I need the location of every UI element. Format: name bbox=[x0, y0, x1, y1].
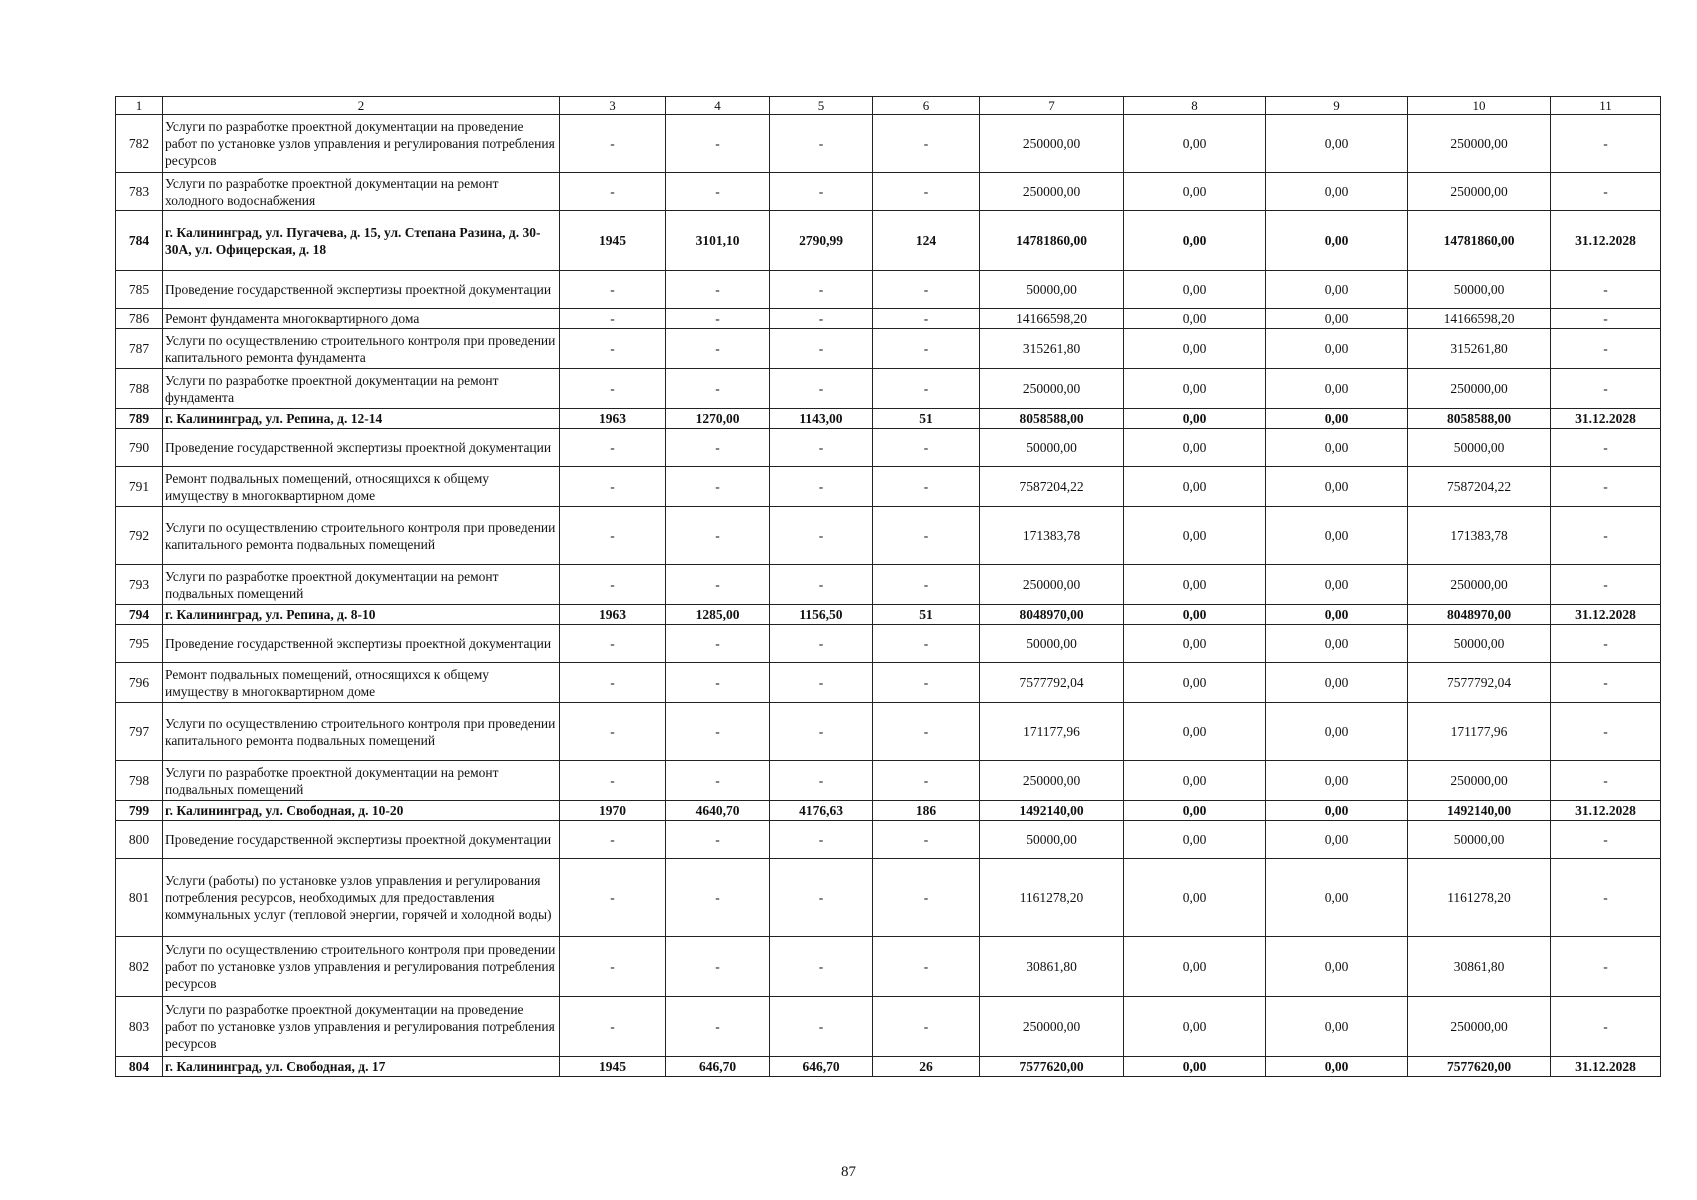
cell-col10: 250000,00 bbox=[1408, 761, 1551, 801]
cell-col8: 0,00 bbox=[1124, 997, 1266, 1057]
row-number: 791 bbox=[116, 467, 163, 507]
col-header: 10 bbox=[1408, 97, 1551, 115]
cell-col5: - bbox=[770, 663, 873, 703]
cell-col6: - bbox=[873, 663, 980, 703]
cell-col6: - bbox=[873, 271, 980, 309]
cell-col9: 0,00 bbox=[1266, 997, 1408, 1057]
table-row bbox=[116, 625, 1661, 663]
table-row bbox=[116, 507, 1661, 565]
cell-col5: - bbox=[770, 761, 873, 801]
cell-col3: - bbox=[560, 859, 666, 937]
cell-col10: 50000,00 bbox=[1408, 625, 1551, 663]
cell-col5: - bbox=[770, 703, 873, 761]
cell-col5: 1156,50 bbox=[770, 605, 873, 625]
work-description: г. Калининград, ул. Свободная, д. 10-20 bbox=[163, 801, 560, 821]
cell-col8: 0,00 bbox=[1124, 565, 1266, 605]
cell-col10: 1492140,00 bbox=[1408, 801, 1551, 821]
cell-col3: - bbox=[560, 625, 666, 663]
cell-col7: 171177,96 bbox=[980, 703, 1124, 761]
row-number: 801 bbox=[116, 859, 163, 937]
row-number: 787 bbox=[116, 329, 163, 369]
cell-col4: - bbox=[666, 663, 770, 703]
cell-col7: 250000,00 bbox=[980, 997, 1124, 1057]
work-description: Услуги по осуществлению строительного контроля при проведении капитального ремонта подвальных помещений bbox=[163, 507, 560, 565]
cell-col6: - bbox=[873, 507, 980, 565]
works-table bbox=[115, 96, 1661, 1077]
work-description: Проведение государственной экспертизы проектной документации bbox=[163, 429, 560, 467]
table-row bbox=[116, 703, 1661, 761]
cell-col8: 0,00 bbox=[1124, 1057, 1266, 1077]
cell-col3: - bbox=[560, 369, 666, 409]
work-description: Проведение государственной экспертизы проектной документации bbox=[163, 821, 560, 859]
table-row bbox=[116, 859, 1661, 937]
cell-col4: 3101,10 bbox=[666, 211, 770, 271]
cell-col9: 0,00 bbox=[1266, 565, 1408, 605]
cell-col3: - bbox=[560, 115, 666, 173]
cell-col7: 30861,80 bbox=[980, 937, 1124, 997]
col-header: 4 bbox=[666, 97, 770, 115]
cell-col4: - bbox=[666, 821, 770, 859]
table-row bbox=[116, 329, 1661, 369]
cell-col7: 250000,00 bbox=[980, 173, 1124, 211]
cell-col6: - bbox=[873, 997, 980, 1057]
cell-col3: - bbox=[560, 173, 666, 211]
cell-col5: 2790,99 bbox=[770, 211, 873, 271]
cell-col11: - bbox=[1551, 507, 1661, 565]
row-number: 799 bbox=[116, 801, 163, 821]
cell-col3: - bbox=[560, 821, 666, 859]
cell-col7: 7577792,04 bbox=[980, 663, 1124, 703]
cell-col7: 250000,00 bbox=[980, 761, 1124, 801]
cell-col10: 7577620,00 bbox=[1408, 1057, 1551, 1077]
table-row bbox=[116, 369, 1661, 409]
cell-col9: 0,00 bbox=[1266, 409, 1408, 429]
work-description: Услуги по разработке проектной документации на ремонт холодного водоснабжения bbox=[163, 173, 560, 211]
cell-col5: 646,70 bbox=[770, 1057, 873, 1077]
cell-col10: 50000,00 bbox=[1408, 429, 1551, 467]
cell-col4: - bbox=[666, 507, 770, 565]
cell-col11: - bbox=[1551, 625, 1661, 663]
cell-col8: 0,00 bbox=[1124, 211, 1266, 271]
cell-col8: 0,00 bbox=[1124, 115, 1266, 173]
row-number: 783 bbox=[116, 173, 163, 211]
cell-col6: - bbox=[873, 703, 980, 761]
table-row bbox=[116, 173, 1661, 211]
col-header: 7 bbox=[980, 97, 1124, 115]
cell-col3: - bbox=[560, 329, 666, 369]
col-header: 3 bbox=[560, 97, 666, 115]
cell-col9: 0,00 bbox=[1266, 271, 1408, 309]
cell-col5: - bbox=[770, 271, 873, 309]
cell-col6: 124 bbox=[873, 211, 980, 271]
cell-col4: - bbox=[666, 937, 770, 997]
table-row bbox=[116, 761, 1661, 801]
cell-col3: 1963 bbox=[560, 409, 666, 429]
cell-col5: - bbox=[770, 173, 873, 211]
cell-col7: 1492140,00 bbox=[980, 801, 1124, 821]
row-number: 793 bbox=[116, 565, 163, 605]
cell-col11: - bbox=[1551, 271, 1661, 309]
cell-col8: 0,00 bbox=[1124, 369, 1266, 409]
cell-col3: 1945 bbox=[560, 211, 666, 271]
cell-col8: 0,00 bbox=[1124, 801, 1266, 821]
cell-col11: - bbox=[1551, 997, 1661, 1057]
table-row bbox=[116, 409, 1661, 429]
cell-col4: - bbox=[666, 703, 770, 761]
cell-col11: - bbox=[1551, 663, 1661, 703]
cell-col9: 0,00 bbox=[1266, 703, 1408, 761]
cell-col11: - bbox=[1551, 115, 1661, 173]
cell-col5: 1143,00 bbox=[770, 409, 873, 429]
cell-col10: 250000,00 bbox=[1408, 115, 1551, 173]
page-number: 87 bbox=[841, 1164, 856, 1180]
row-number: 800 bbox=[116, 821, 163, 859]
cell-col10: 50000,00 bbox=[1408, 821, 1551, 859]
cell-col9: 0,00 bbox=[1266, 605, 1408, 625]
cell-col7: 50000,00 bbox=[980, 271, 1124, 309]
cell-col6: - bbox=[873, 625, 980, 663]
cell-col4: - bbox=[666, 309, 770, 329]
cell-col7: 1161278,20 bbox=[980, 859, 1124, 937]
cell-col4: - bbox=[666, 369, 770, 409]
table-row bbox=[116, 309, 1661, 329]
cell-col4: - bbox=[666, 115, 770, 173]
cell-col6: - bbox=[873, 761, 980, 801]
row-number: 794 bbox=[116, 605, 163, 625]
cell-col5: - bbox=[770, 369, 873, 409]
cell-col5: - bbox=[770, 997, 873, 1057]
cell-col7: 14166598,20 bbox=[980, 309, 1124, 329]
cell-col7: 315261,80 bbox=[980, 329, 1124, 369]
cell-col7: 250000,00 bbox=[980, 115, 1124, 173]
cell-col10: 1161278,20 bbox=[1408, 859, 1551, 937]
work-description: Услуги по разработке проектной документации на ремонт подвальных помещений bbox=[163, 761, 560, 801]
cell-col5: - bbox=[770, 115, 873, 173]
cell-col9: 0,00 bbox=[1266, 821, 1408, 859]
cell-col4: - bbox=[666, 625, 770, 663]
table-row bbox=[116, 429, 1661, 467]
cell-col10: 30861,80 bbox=[1408, 937, 1551, 997]
cell-col8: 0,00 bbox=[1124, 625, 1266, 663]
cell-col10: 7577792,04 bbox=[1408, 663, 1551, 703]
col-header: 2 bbox=[163, 97, 560, 115]
cell-col7: 8048970,00 bbox=[980, 605, 1124, 625]
cell-col9: 0,00 bbox=[1266, 1057, 1408, 1077]
row-number: 795 bbox=[116, 625, 163, 663]
cell-col9: 0,00 bbox=[1266, 761, 1408, 801]
table-row bbox=[116, 271, 1661, 309]
cell-col5: - bbox=[770, 429, 873, 467]
cell-col4: - bbox=[666, 271, 770, 309]
cell-col4: 1285,00 bbox=[666, 605, 770, 625]
cell-col8: 0,00 bbox=[1124, 173, 1266, 211]
cell-col3: - bbox=[560, 429, 666, 467]
cell-col6: - bbox=[873, 173, 980, 211]
row-number: 804 bbox=[116, 1057, 163, 1077]
cell-col6: - bbox=[873, 937, 980, 997]
cell-col5: 4176,63 bbox=[770, 801, 873, 821]
cell-col11: - bbox=[1551, 859, 1661, 937]
cell-col3: - bbox=[560, 663, 666, 703]
cell-col10: 8058588,00 bbox=[1408, 409, 1551, 429]
cell-col9: 0,00 bbox=[1266, 309, 1408, 329]
cell-col8: 0,00 bbox=[1124, 761, 1266, 801]
work-description: Услуги по разработке проектной документации на проведение работ по установке узлов управления и регулирования потребления ресурсов bbox=[163, 997, 560, 1057]
col-header: 9 bbox=[1266, 97, 1408, 115]
cell-col3: - bbox=[560, 997, 666, 1057]
row-number: 802 bbox=[116, 937, 163, 997]
cell-col11: - bbox=[1551, 821, 1661, 859]
cell-col4: - bbox=[666, 761, 770, 801]
row-number: 797 bbox=[116, 703, 163, 761]
table-row bbox=[116, 937, 1661, 997]
cell-col5: - bbox=[770, 625, 873, 663]
table-row bbox=[116, 821, 1661, 859]
row-number: 792 bbox=[116, 507, 163, 565]
row-number: 788 bbox=[116, 369, 163, 409]
cell-col4: 4640,70 bbox=[666, 801, 770, 821]
cell-col8: 0,00 bbox=[1124, 937, 1266, 997]
row-number: 785 bbox=[116, 271, 163, 309]
work-description: г. Калининград, ул. Свободная, д. 17 bbox=[163, 1057, 560, 1077]
cell-col5: - bbox=[770, 821, 873, 859]
cell-col9: 0,00 bbox=[1266, 663, 1408, 703]
cell-col8: 0,00 bbox=[1124, 703, 1266, 761]
row-number: 796 bbox=[116, 663, 163, 703]
work-description: Услуги по осуществлению строительного контроля при проведении капитального ремонта подвальных помещений bbox=[163, 703, 560, 761]
cell-col7: 250000,00 bbox=[980, 369, 1124, 409]
cell-col9: 0,00 bbox=[1266, 467, 1408, 507]
work-description: Проведение государственной экспертизы проектной документации bbox=[163, 271, 560, 309]
cell-col3: 1970 bbox=[560, 801, 666, 821]
work-description: Услуги по осуществлению строительного контроля при проведении капитального ремонта фундамента bbox=[163, 329, 560, 369]
table-row bbox=[116, 801, 1661, 821]
cell-col5: - bbox=[770, 565, 873, 605]
cell-col3: - bbox=[560, 309, 666, 329]
cell-col8: 0,00 bbox=[1124, 663, 1266, 703]
cell-col3: 1945 bbox=[560, 1057, 666, 1077]
cell-col8: 0,00 bbox=[1124, 605, 1266, 625]
cell-col11: 31.12.2028 bbox=[1551, 801, 1661, 821]
cell-col3: - bbox=[560, 565, 666, 605]
cell-col3: - bbox=[560, 467, 666, 507]
cell-col7: 50000,00 bbox=[980, 821, 1124, 859]
work-description: Ремонт фундамента многоквартирного дома bbox=[163, 309, 560, 329]
row-number: 784 bbox=[116, 211, 163, 271]
col-header: 6 bbox=[873, 97, 980, 115]
cell-col5: - bbox=[770, 467, 873, 507]
cell-col3: - bbox=[560, 271, 666, 309]
cell-col11: - bbox=[1551, 565, 1661, 605]
cell-col9: 0,00 bbox=[1266, 801, 1408, 821]
cell-col5: - bbox=[770, 309, 873, 329]
cell-col11: - bbox=[1551, 703, 1661, 761]
cell-col6: - bbox=[873, 467, 980, 507]
cell-col8: 0,00 bbox=[1124, 467, 1266, 507]
cell-col6: - bbox=[873, 329, 980, 369]
cell-col7: 50000,00 bbox=[980, 625, 1124, 663]
cell-col6: - bbox=[873, 429, 980, 467]
header-row bbox=[116, 97, 1661, 115]
cell-col6: 51 bbox=[873, 409, 980, 429]
cell-col3: - bbox=[560, 507, 666, 565]
cell-col10: 7587204,22 bbox=[1408, 467, 1551, 507]
cell-col11: 31.12.2028 bbox=[1551, 605, 1661, 625]
table-row bbox=[116, 997, 1661, 1057]
cell-col9: 0,00 bbox=[1266, 115, 1408, 173]
table-row bbox=[116, 605, 1661, 625]
cell-col9: 0,00 bbox=[1266, 937, 1408, 997]
work-description: Проведение государственной экспертизы проектной документации bbox=[163, 625, 560, 663]
cell-col4: - bbox=[666, 859, 770, 937]
cell-col6: - bbox=[873, 859, 980, 937]
cell-col9: 0,00 bbox=[1266, 625, 1408, 663]
cell-col11: 31.12.2028 bbox=[1551, 1057, 1661, 1077]
cell-col6: 26 bbox=[873, 1057, 980, 1077]
cell-col4: - bbox=[666, 565, 770, 605]
cell-col6: - bbox=[873, 821, 980, 859]
cell-col9: 0,00 bbox=[1266, 429, 1408, 467]
col-header: 11 bbox=[1551, 97, 1661, 115]
cell-col7: 7577620,00 bbox=[980, 1057, 1124, 1077]
cell-col3: - bbox=[560, 937, 666, 997]
cell-col4: - bbox=[666, 429, 770, 467]
cell-col9: 0,00 bbox=[1266, 329, 1408, 369]
cell-col4: - bbox=[666, 329, 770, 369]
cell-col11: - bbox=[1551, 429, 1661, 467]
cell-col10: 250000,00 bbox=[1408, 369, 1551, 409]
work-description: г. Калининград, ул. Репина, д. 12-14 bbox=[163, 409, 560, 429]
table-row bbox=[116, 115, 1661, 173]
cell-col7: 171383,78 bbox=[980, 507, 1124, 565]
row-number: 789 bbox=[116, 409, 163, 429]
cell-col10: 250000,00 bbox=[1408, 997, 1551, 1057]
work-description: Услуги по осуществлению строительного контроля при проведении работ по установке узлов управления и регулирования потребления ресурсов bbox=[163, 937, 560, 997]
work-description: Ремонт подвальных помещений, относящихся к общему имуществу в многоквартирном доме bbox=[163, 663, 560, 703]
cell-col5: - bbox=[770, 507, 873, 565]
cell-col9: 0,00 bbox=[1266, 369, 1408, 409]
cell-col9: 0,00 bbox=[1266, 507, 1408, 565]
cell-col7: 8058588,00 bbox=[980, 409, 1124, 429]
cell-col6: 51 bbox=[873, 605, 980, 625]
cell-col4: 1270,00 bbox=[666, 409, 770, 429]
work-description: Услуги по разработке проектной документации на ремонт подвальных помещений bbox=[163, 565, 560, 605]
cell-col8: 0,00 bbox=[1124, 507, 1266, 565]
cell-col11: 31.12.2028 bbox=[1551, 211, 1661, 271]
cell-col4: - bbox=[666, 467, 770, 507]
table-body bbox=[116, 115, 1661, 1077]
cell-col8: 0,00 bbox=[1124, 429, 1266, 467]
cell-col10: 50000,00 bbox=[1408, 271, 1551, 309]
cell-col10: 315261,80 bbox=[1408, 329, 1551, 369]
cell-col8: 0,00 bbox=[1124, 859, 1266, 937]
cell-col6: - bbox=[873, 369, 980, 409]
work-description: Услуги (работы) по установке узлов управления и регулирования потребления ресурсов, необходимых для предоставления коммунальных услуг (тепловой энергии, горячей и холодной воды) bbox=[163, 859, 560, 937]
cell-col11: - bbox=[1551, 937, 1661, 997]
cell-col6: - bbox=[873, 115, 980, 173]
cell-col4: - bbox=[666, 173, 770, 211]
cell-col7: 14781860,00 bbox=[980, 211, 1124, 271]
table-row bbox=[116, 1057, 1661, 1077]
table-row bbox=[116, 565, 1661, 605]
cell-col10: 171383,78 bbox=[1408, 507, 1551, 565]
cell-col8: 0,00 bbox=[1124, 821, 1266, 859]
row-number: 786 bbox=[116, 309, 163, 329]
cell-col3: - bbox=[560, 761, 666, 801]
col-header: 5 bbox=[770, 97, 873, 115]
cell-col3: - bbox=[560, 703, 666, 761]
table-row bbox=[116, 467, 1661, 507]
cell-col11: - bbox=[1551, 369, 1661, 409]
row-number: 782 bbox=[116, 115, 163, 173]
cell-col8: 0,00 bbox=[1124, 309, 1266, 329]
cell-col6: 186 bbox=[873, 801, 980, 821]
row-number: 798 bbox=[116, 761, 163, 801]
cell-col5: - bbox=[770, 937, 873, 997]
cell-col9: 0,00 bbox=[1266, 211, 1408, 271]
cell-col7: 250000,00 bbox=[980, 565, 1124, 605]
cell-col10: 14166598,20 bbox=[1408, 309, 1551, 329]
cell-col5: - bbox=[770, 859, 873, 937]
col-header: 1 bbox=[116, 97, 163, 115]
cell-col11: - bbox=[1551, 173, 1661, 211]
cell-col10: 8048970,00 bbox=[1408, 605, 1551, 625]
cell-col4: 646,70 bbox=[666, 1057, 770, 1077]
table-row bbox=[116, 663, 1661, 703]
cell-col11: - bbox=[1551, 467, 1661, 507]
cell-col9: 0,00 bbox=[1266, 173, 1408, 211]
row-number: 790 bbox=[116, 429, 163, 467]
work-description: г. Калининград, ул. Пугачева, д. 15, ул. Степана Разина, д. 30-30А, ул. Офицерская, д. 18 bbox=[163, 211, 560, 271]
cell-col9: 0,00 bbox=[1266, 859, 1408, 937]
cell-col10: 14781860,00 bbox=[1408, 211, 1551, 271]
cell-col5: - bbox=[770, 329, 873, 369]
table-row bbox=[116, 211, 1661, 271]
cell-col10: 250000,00 bbox=[1408, 173, 1551, 211]
cell-col4: - bbox=[666, 997, 770, 1057]
work-description: Услуги по разработке проектной документации на ремонт фундамента bbox=[163, 369, 560, 409]
cell-col8: 0,00 bbox=[1124, 409, 1266, 429]
cell-col11: 31.12.2028 bbox=[1551, 409, 1661, 429]
cell-col6: - bbox=[873, 309, 980, 329]
cell-col11: - bbox=[1551, 761, 1661, 801]
work-description: г. Калининград, ул. Репина, д. 8-10 bbox=[163, 605, 560, 625]
cell-col6: - bbox=[873, 565, 980, 605]
work-description: Услуги по разработке проектной документации на проведение работ по установке узлов управления и регулирования потребления ресурсов bbox=[163, 115, 560, 173]
cell-col11: - bbox=[1551, 329, 1661, 369]
cell-col8: 0,00 bbox=[1124, 329, 1266, 369]
row-number: 803 bbox=[116, 997, 163, 1057]
cell-col7: 50000,00 bbox=[980, 429, 1124, 467]
cell-col11: - bbox=[1551, 309, 1661, 329]
cell-col10: 250000,00 bbox=[1408, 565, 1551, 605]
work-description: Ремонт подвальных помещений, относящихся к общему имуществу в многоквартирном доме bbox=[163, 467, 560, 507]
cell-col10: 171177,96 bbox=[1408, 703, 1551, 761]
col-header: 8 bbox=[1124, 97, 1266, 115]
cell-col3: 1963 bbox=[560, 605, 666, 625]
cell-col7: 7587204,22 bbox=[980, 467, 1124, 507]
cell-col8: 0,00 bbox=[1124, 271, 1266, 309]
